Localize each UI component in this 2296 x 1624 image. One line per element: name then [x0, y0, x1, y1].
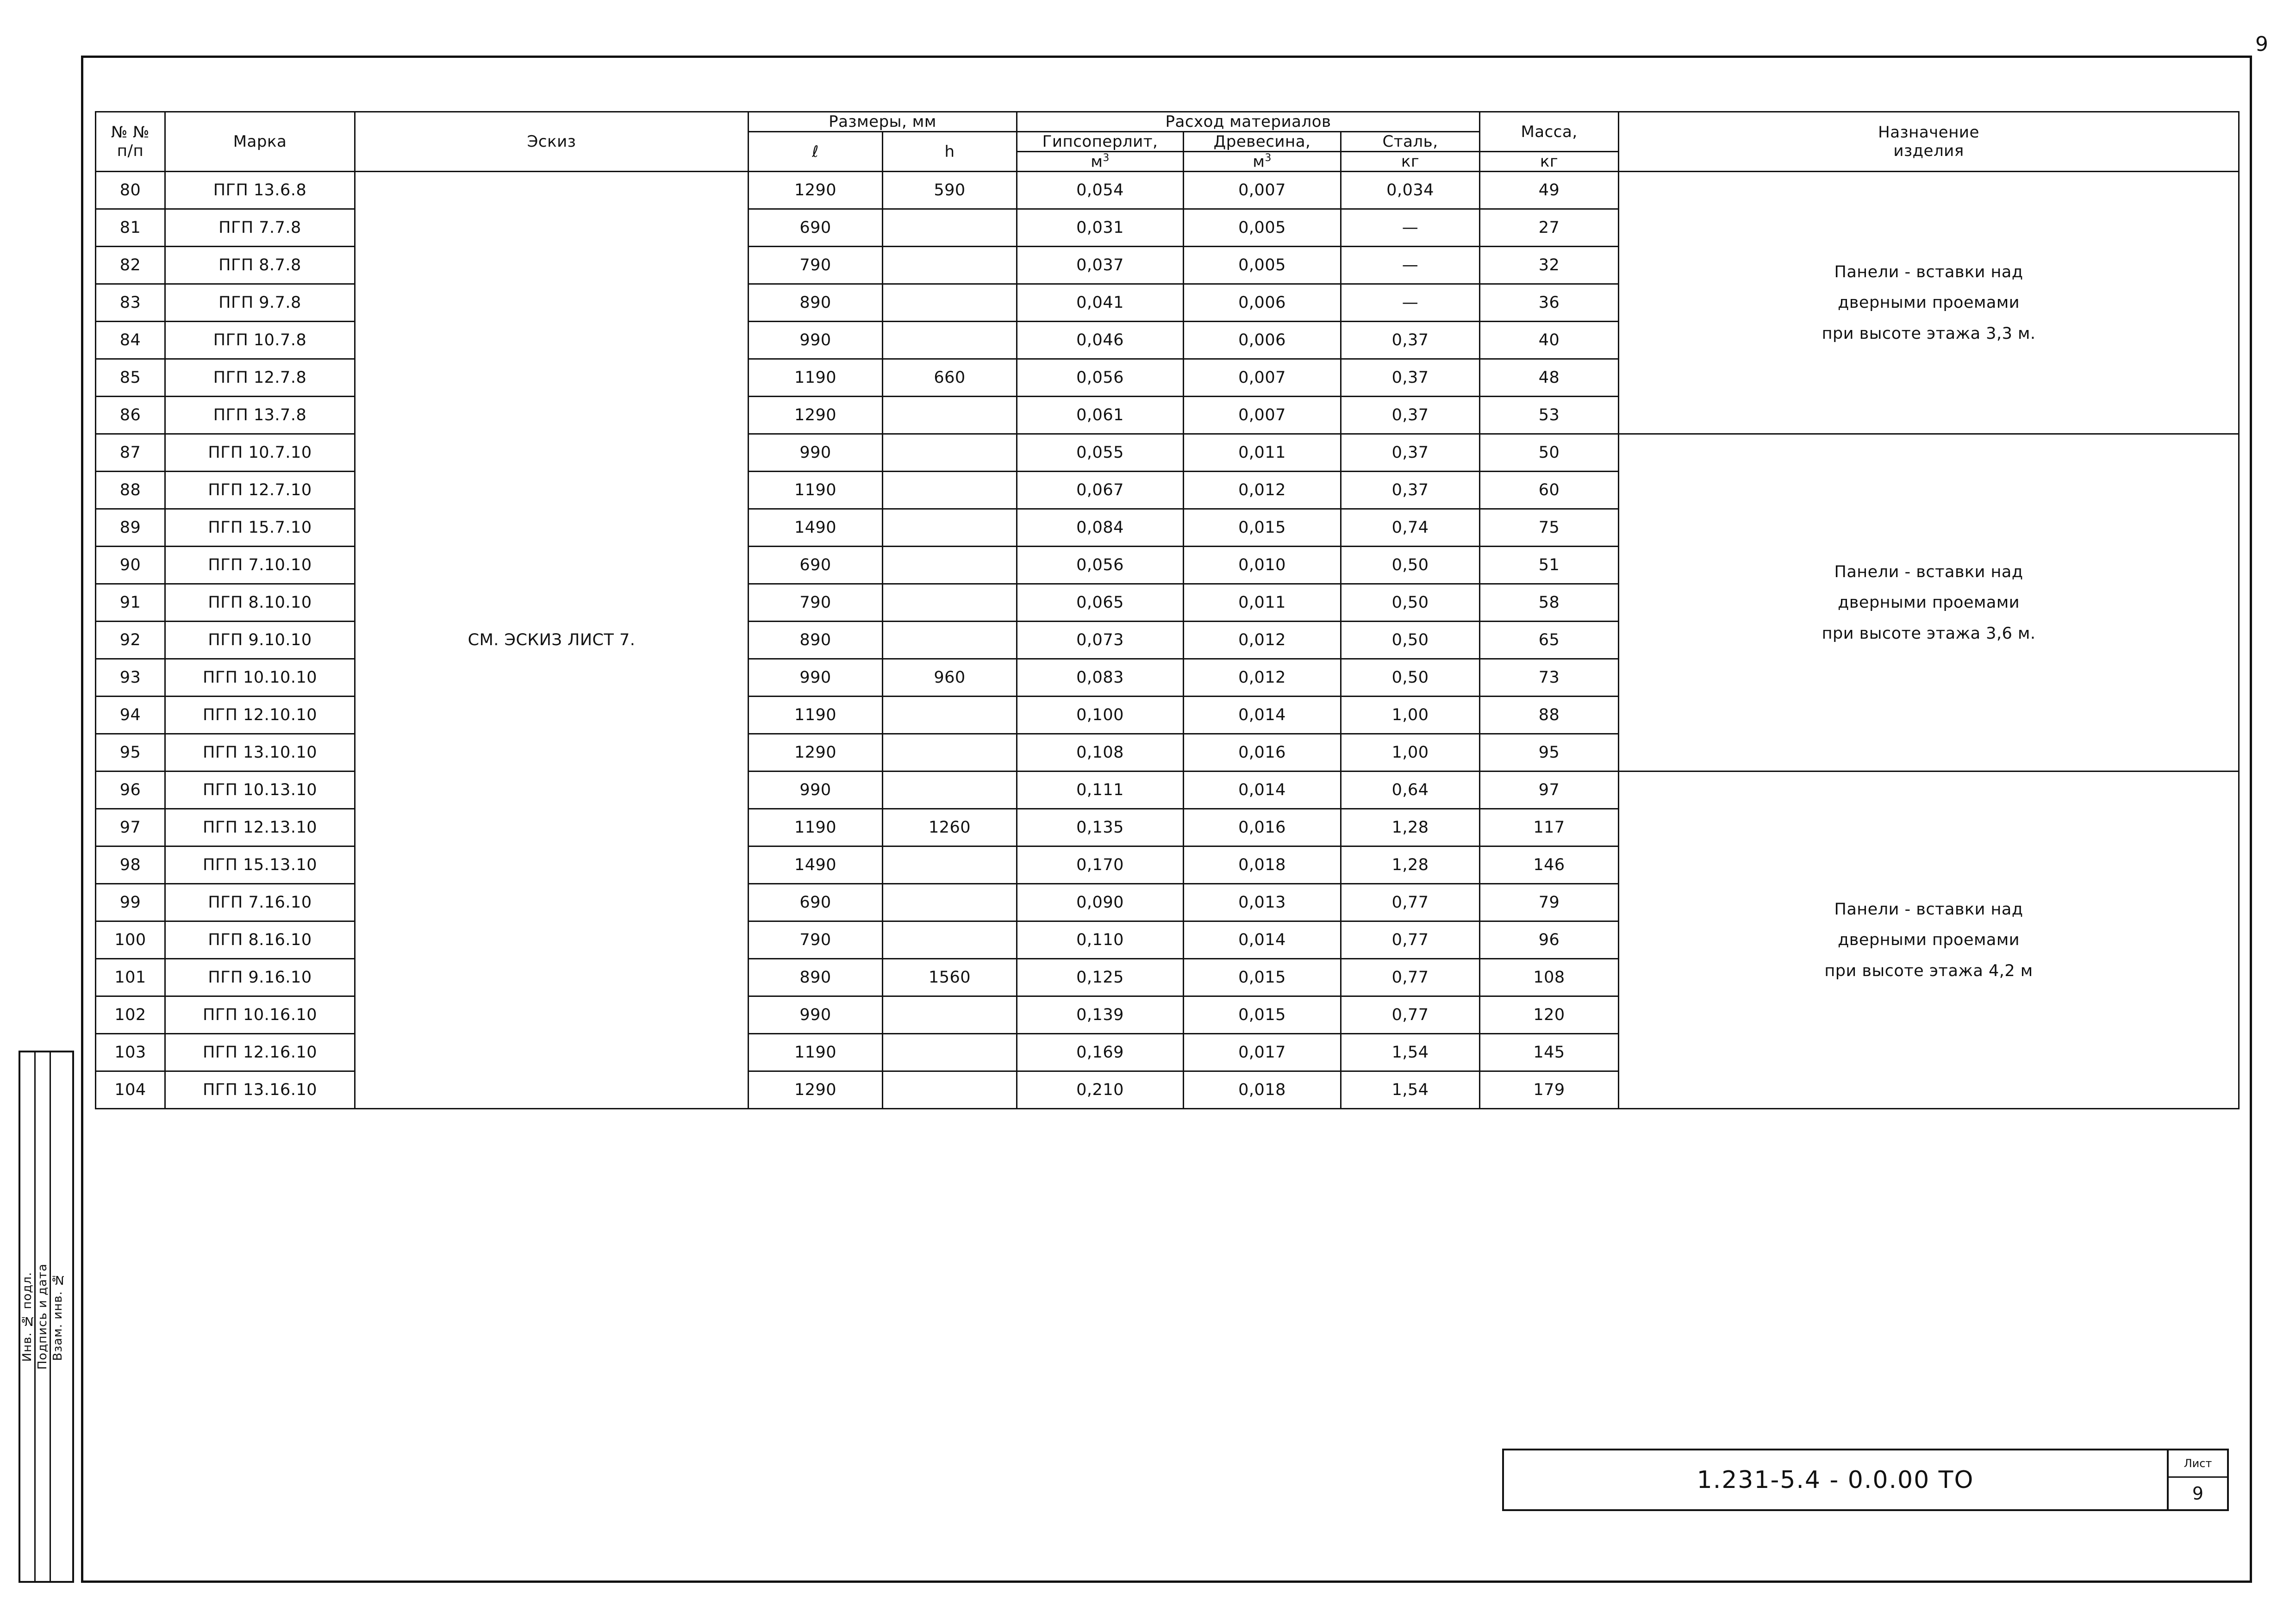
- cell-height: [883, 434, 1017, 472]
- header-no-pp-line1: № №: [111, 123, 150, 142]
- header-purpose-line1: Назначение: [1878, 123, 1979, 142]
- cell-wood: 0,007: [1184, 172, 1341, 209]
- cell-gypsoperlite: 0,031: [1017, 209, 1184, 247]
- cell-mark: ПГП 9.16.10: [165, 959, 355, 996]
- cell-steel: 0,77: [1341, 921, 1480, 959]
- cell-gypsoperlite: 0,083: [1017, 659, 1184, 697]
- cell-mass: 73: [1480, 659, 1619, 697]
- strip-label-vzam-inv: Взам. инв. №: [51, 1272, 65, 1361]
- cell-steel: 0,50: [1341, 622, 1480, 659]
- cell-length: 990: [749, 659, 883, 697]
- purpose-line: Панели - вставки над: [1834, 562, 2023, 581]
- cell-no: 103: [96, 1034, 165, 1071]
- header-steel-unit: кг: [1341, 152, 1480, 172]
- cell-gypsoperlite: 0,108: [1017, 734, 1184, 772]
- cell-no: 97: [96, 809, 165, 846]
- cell-mass: 79: [1480, 884, 1619, 921]
- cell-mass: 50: [1480, 434, 1619, 472]
- cell-length: 1190: [749, 1034, 883, 1071]
- page-number-top: 9: [2255, 32, 2268, 56]
- cell-gypsoperlite: 0,111: [1017, 772, 1184, 809]
- cell-wood: 0,006: [1184, 284, 1341, 322]
- header-size-l: ℓ: [749, 132, 883, 172]
- cell-height: 1560: [883, 959, 1017, 996]
- cell-gypsoperlite: 0,139: [1017, 996, 1184, 1034]
- cell-mark: ПГП 12.7.10: [165, 472, 355, 509]
- cell-length: 990: [749, 322, 883, 359]
- cell-no: 99: [96, 884, 165, 921]
- cell-length: 890: [749, 284, 883, 322]
- cell-wood: 0,016: [1184, 809, 1341, 846]
- purpose-line: при высоте этажа 3,3 м.: [1822, 324, 2036, 343]
- cell-mass: 48: [1480, 359, 1619, 397]
- cell-length: 1190: [749, 359, 883, 397]
- purpose-line: Панели - вставки над: [1834, 262, 2023, 281]
- cell-wood: 0,007: [1184, 359, 1341, 397]
- cell-wood: 0,014: [1184, 772, 1341, 809]
- cell-no: 95: [96, 734, 165, 772]
- header-wood: Древесина,: [1184, 132, 1341, 152]
- cell-mark: ПГП 10.7.10: [165, 434, 355, 472]
- cell-purpose: [1619, 434, 2239, 772]
- cell-mass: 75: [1480, 509, 1619, 547]
- cell-length: 790: [749, 921, 883, 959]
- cell-mass: 36: [1480, 284, 1619, 322]
- cell-wood: 0,015: [1184, 996, 1341, 1034]
- cell-gypsoperlite: 0,041: [1017, 284, 1184, 322]
- cell-steel: 0,74: [1341, 509, 1480, 547]
- cell-steel: 0,77: [1341, 959, 1480, 996]
- cell-wood: 0,010: [1184, 547, 1341, 584]
- cell-steel: 0,034: [1341, 172, 1480, 209]
- cell-no: 101: [96, 959, 165, 996]
- header-mark: Марка: [165, 112, 355, 172]
- cell-mark: ПГП 10.13.10: [165, 772, 355, 809]
- cell-gypsoperlite: 0,210: [1017, 1071, 1184, 1109]
- cell-height: [883, 322, 1017, 359]
- cell-mark: ПГП 12.13.10: [165, 809, 355, 846]
- header-no-pp-line2: п/п: [117, 142, 144, 161]
- cell-mark: ПГП 12.7.8: [165, 359, 355, 397]
- cell-mass: 58: [1480, 584, 1619, 622]
- header-gypsoperlite-unit: $м^3$: [1017, 152, 1184, 172]
- cell-mark: ПГП 13.16.10: [165, 1071, 355, 1109]
- purpose-line: дверными проемами: [1838, 293, 2020, 312]
- cell-no: 100: [96, 921, 165, 959]
- cell-wood: 0,012: [1184, 659, 1341, 697]
- purpose-line: Панели - вставки над: [1834, 900, 2023, 919]
- strip-cell-inv-podl: [20, 1052, 36, 1581]
- cell-steel: 0,50: [1341, 547, 1480, 584]
- cell-height: [883, 996, 1017, 1034]
- cell-steel: 0,77: [1341, 884, 1480, 921]
- cell-mark: ПГП 8.16.10: [165, 921, 355, 959]
- cell-no: 93: [96, 659, 165, 697]
- cell-steel: 0,64: [1341, 772, 1480, 809]
- strip-label-signature-date: Подпись и дата: [36, 1263, 50, 1370]
- cell-length: 990: [749, 996, 883, 1034]
- cell-purpose: [1619, 172, 2239, 434]
- cell-height: [883, 209, 1017, 247]
- cell-mass: 97: [1480, 772, 1619, 809]
- cell-steel: 1,00: [1341, 697, 1480, 734]
- cell-height: [883, 1034, 1017, 1071]
- cell-mark: ПГП 8.10.10: [165, 584, 355, 622]
- strip-cell-signature-date: [36, 1052, 51, 1581]
- header-mass-unit: кг: [1480, 152, 1619, 172]
- cell-no: 80: [96, 172, 165, 209]
- purpose-line: при высоте этажа 3,6 м.: [1822, 624, 2036, 643]
- cell-length: 890: [749, 622, 883, 659]
- cell-mass: 51: [1480, 547, 1619, 584]
- cell-sketch-note: СМ. ЭСКИЗ ЛИСТ 7.: [355, 172, 749, 1109]
- header-mass: Масса,: [1480, 112, 1619, 152]
- cell-gypsoperlite: 0,073: [1017, 622, 1184, 659]
- cell-wood: 0,012: [1184, 622, 1341, 659]
- cell-steel: —: [1341, 209, 1480, 247]
- cell-length: 890: [749, 959, 883, 996]
- cell-steel: —: [1341, 247, 1480, 284]
- cell-wood: 0,007: [1184, 397, 1341, 434]
- cell-gypsoperlite: 0,170: [1017, 846, 1184, 884]
- cell-height: [883, 734, 1017, 772]
- cell-mass: 120: [1480, 996, 1619, 1034]
- cell-mass: 53: [1480, 397, 1619, 434]
- cell-wood: 0,016: [1184, 734, 1341, 772]
- cell-mass: 60: [1480, 472, 1619, 509]
- cell-mass: 88: [1480, 697, 1619, 734]
- cell-mass: 179: [1480, 1071, 1619, 1109]
- purpose-line: дверными проемами: [1838, 593, 2020, 612]
- header-size-h: h: [883, 132, 1017, 172]
- cell-purpose: [1619, 772, 2239, 1109]
- cell-length: 690: [749, 209, 883, 247]
- cell-mark: ПГП 10.10.10: [165, 659, 355, 697]
- cell-height: [883, 247, 1017, 284]
- stamp-sheet-label: Лист: [2169, 1450, 2227, 1478]
- cell-length: 990: [749, 772, 883, 809]
- cell-length: 1190: [749, 472, 883, 509]
- cell-length: 1290: [749, 1071, 883, 1109]
- cell-height: 960: [883, 659, 1017, 697]
- cell-no: 98: [96, 846, 165, 884]
- cell-no: 81: [96, 209, 165, 247]
- cell-mark: ПГП 15.7.10: [165, 509, 355, 547]
- cell-gypsoperlite: 0,090: [1017, 884, 1184, 921]
- header-no-pp: [96, 112, 165, 172]
- cell-mark: ПГП 10.16.10: [165, 996, 355, 1034]
- cell-height: [883, 772, 1017, 809]
- cell-wood: 0,006: [1184, 322, 1341, 359]
- cell-height: 590: [883, 172, 1017, 209]
- stamp-sheet-box: [2167, 1450, 2227, 1509]
- cell-wood: 0,012: [1184, 472, 1341, 509]
- cell-mark: ПГП 13.7.8: [165, 397, 355, 434]
- cell-mass: 146: [1480, 846, 1619, 884]
- cell-mass: 117: [1480, 809, 1619, 846]
- cell-no: 83: [96, 284, 165, 322]
- cell-mark: ПГП 12.10.10: [165, 697, 355, 734]
- cell-length: 1290: [749, 172, 883, 209]
- cell-length: 1290: [749, 397, 883, 434]
- specification-table: [95, 111, 2240, 1109]
- cell-gypsoperlite: 0,084: [1017, 509, 1184, 547]
- cell-mark: ПГП 7.10.10: [165, 547, 355, 584]
- cell-gypsoperlite: 0,056: [1017, 547, 1184, 584]
- cell-height: [883, 547, 1017, 584]
- cell-wood: 0,014: [1184, 697, 1341, 734]
- cell-steel: 1,54: [1341, 1071, 1480, 1109]
- cell-mark: ПГП 9.10.10: [165, 622, 355, 659]
- cell-gypsoperlite: 0,055: [1017, 434, 1184, 472]
- cell-length: 690: [749, 884, 883, 921]
- cell-no: 87: [96, 434, 165, 472]
- cell-height: [883, 846, 1017, 884]
- cell-mass: 32: [1480, 247, 1619, 284]
- cell-no: 88: [96, 472, 165, 509]
- cell-wood: 0,018: [1184, 1071, 1341, 1109]
- cell-gypsoperlite: 0,065: [1017, 584, 1184, 622]
- cell-steel: 0,50: [1341, 584, 1480, 622]
- strip-cell-vzam-inv: [51, 1052, 65, 1581]
- cell-gypsoperlite: 0,067: [1017, 472, 1184, 509]
- cell-no: 85: [96, 359, 165, 397]
- cell-mass: 27: [1480, 209, 1619, 247]
- cell-mark: ПГП 8.7.8: [165, 247, 355, 284]
- cell-wood: 0,011: [1184, 434, 1341, 472]
- cell-gypsoperlite: 0,169: [1017, 1034, 1184, 1071]
- cell-height: [883, 284, 1017, 322]
- purpose-line: дверными проемами: [1838, 931, 2020, 950]
- cell-no: 89: [96, 509, 165, 547]
- cell-steel: 1,00: [1341, 734, 1480, 772]
- stamp-sheet-number: 9: [2192, 1483, 2204, 1504]
- cell-wood: 0,014: [1184, 921, 1341, 959]
- cell-wood: 0,015: [1184, 959, 1341, 996]
- cell-wood: 0,005: [1184, 247, 1341, 284]
- cell-length: 1490: [749, 509, 883, 547]
- cell-steel: 0,37: [1341, 359, 1480, 397]
- cell-steel: 0,37: [1341, 397, 1480, 434]
- cell-length: 990: [749, 434, 883, 472]
- header-sizes-group: Размеры, мм: [749, 112, 1017, 132]
- cell-no: 90: [96, 547, 165, 584]
- cell-wood: 0,018: [1184, 846, 1341, 884]
- cell-length: 790: [749, 247, 883, 284]
- cell-height: 1260: [883, 809, 1017, 846]
- cell-mark: ПГП 13.6.8: [165, 172, 355, 209]
- cell-mark: ПГП 7.7.8: [165, 209, 355, 247]
- cell-steel: 1,54: [1341, 1034, 1480, 1071]
- cell-steel: 1,28: [1341, 846, 1480, 884]
- cell-no: 102: [96, 996, 165, 1034]
- cell-wood: 0,015: [1184, 509, 1341, 547]
- cell-height: [883, 1071, 1017, 1109]
- stamp-document-code: 1.231-5.4 - 0.0.00 ТО: [1697, 1466, 1974, 1494]
- header-gypsoperlite: Гипсоперлит,: [1017, 132, 1184, 152]
- cell-gypsoperlite: 0,046: [1017, 322, 1184, 359]
- cell-steel: 0,37: [1341, 472, 1480, 509]
- cell-mass: 96: [1480, 921, 1619, 959]
- table-header-row-1: [96, 112, 2239, 132]
- cell-mass: 40: [1480, 322, 1619, 359]
- cell-height: [883, 509, 1017, 547]
- cell-no: 86: [96, 397, 165, 434]
- cell-gypsoperlite: 0,110: [1017, 921, 1184, 959]
- header-purpose: [1619, 112, 2239, 172]
- cell-length: 1190: [749, 809, 883, 846]
- header-purpose-line2: изделия: [1893, 142, 1964, 161]
- cell-steel: 0,37: [1341, 434, 1480, 472]
- cell-length: 790: [749, 584, 883, 622]
- cell-no: 82: [96, 247, 165, 284]
- cell-gypsoperlite: 0,100: [1017, 697, 1184, 734]
- cell-mass: 108: [1480, 959, 1619, 996]
- cell-mass: 145: [1480, 1034, 1619, 1071]
- cell-height: [883, 472, 1017, 509]
- cell-height: [883, 584, 1017, 622]
- cell-gypsoperlite: 0,135: [1017, 809, 1184, 846]
- cell-steel: 0,50: [1341, 659, 1480, 697]
- cell-length: 1490: [749, 846, 883, 884]
- cell-mass: 65: [1480, 622, 1619, 659]
- cell-height: [883, 921, 1017, 959]
- cell-steel: —: [1341, 284, 1480, 322]
- header-materials-group: Расход материалов: [1017, 112, 1480, 132]
- cell-no: 104: [96, 1071, 165, 1109]
- cell-length: 690: [749, 547, 883, 584]
- left-title-strip: [19, 1051, 74, 1583]
- strip-label-inv-podl: Инв. № подл.: [20, 1271, 34, 1362]
- cell-height: 660: [883, 359, 1017, 397]
- cell-height: [883, 884, 1017, 921]
- specification-table-wrap: [95, 111, 2238, 1351]
- cell-gypsoperlite: 0,054: [1017, 172, 1184, 209]
- table-body: [96, 172, 2239, 1109]
- cell-height: [883, 697, 1017, 734]
- cell-mark: ПГП 12.16.10: [165, 1034, 355, 1071]
- cell-height: [883, 397, 1017, 434]
- cell-steel: 1,28: [1341, 809, 1480, 846]
- cell-gypsoperlite: 0,125: [1017, 959, 1184, 996]
- header-wood-unit: $м^3$: [1184, 152, 1341, 172]
- cell-gypsoperlite: 0,056: [1017, 359, 1184, 397]
- cell-mark: ПГП 7.16.10: [165, 884, 355, 921]
- cell-length: 1190: [749, 697, 883, 734]
- cell-mark: ПГП 10.7.8: [165, 322, 355, 359]
- cell-no: 92: [96, 622, 165, 659]
- cell-mark: ПГП 9.7.8: [165, 284, 355, 322]
- cell-wood: 0,011: [1184, 584, 1341, 622]
- header-sketch: Эскиз: [355, 112, 749, 172]
- cell-wood: 0,013: [1184, 884, 1341, 921]
- cell-height: [883, 622, 1017, 659]
- cell-wood: 0,017: [1184, 1034, 1341, 1071]
- cell-no: 84: [96, 322, 165, 359]
- title-block-stamp: [1502, 1449, 2229, 1511]
- cell-mark: ПГП 15.13.10: [165, 846, 355, 884]
- purpose-line: при высоте этажа 4,2 м: [1824, 961, 2033, 980]
- cell-gypsoperlite: 0,037: [1017, 247, 1184, 284]
- cell-steel: 0,77: [1341, 996, 1480, 1034]
- cell-mass: 95: [1480, 734, 1619, 772]
- cell-length: 1290: [749, 734, 883, 772]
- cell-no: 91: [96, 584, 165, 622]
- cell-mass: 49: [1480, 172, 1619, 209]
- cell-wood: 0,005: [1184, 209, 1341, 247]
- cell-mark: ПГП 13.10.10: [165, 734, 355, 772]
- table-row: [96, 172, 2239, 209]
- cell-no: 94: [96, 697, 165, 734]
- header-steel: Сталь,: [1341, 132, 1480, 152]
- cell-no: 96: [96, 772, 165, 809]
- cell-gypsoperlite: 0,061: [1017, 397, 1184, 434]
- cell-steel: 0,37: [1341, 322, 1480, 359]
